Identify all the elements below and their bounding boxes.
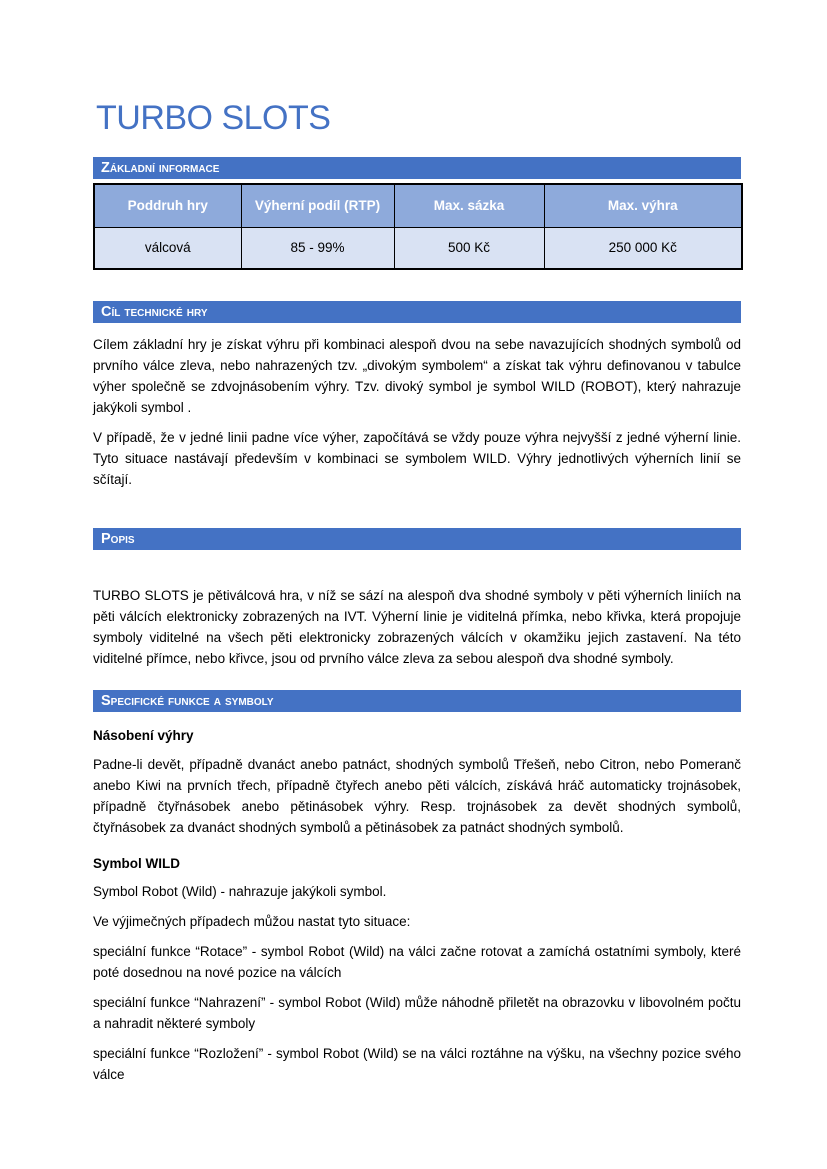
goal-paragraph-2: V případě, že v jedné linii padne více výher, započítává se vždy pouze výhra nejvyšší z jedné výherní linie. Tyto situace nastávají především v kombinaci se symbolem WILD. Výhry jednotlivých výherních linií se sčítají. bbox=[93, 430, 741, 487]
win-multiplier-paragraph: Padne-li devět, případně dvanáct anebo patnáct, shodných symbolů Třešeň, nebo Citron, nebo Pomeranč anebo Kiwi na prvních třech, případně čtyřech anebo pěti válcích, získává hráč automaticky trojnásobek, případně čtyřnásobek anebo pětinásobek výhry. Resp. trojnásobek za devět shodných symbolů, čtyřnásobek za dvanáct shodných symbolů a pětinásobek za patnáct shodných symbolů. bbox=[93, 757, 741, 835]
wild-paragraph-rozlozeni: speciální funkce “Rozložení” - symbol Robot (Wild) se na válci roztáhne na výšku, na všechny pozice svého válce bbox=[93, 1046, 741, 1082]
section-header-basic-info-label: Základní informace bbox=[101, 160, 220, 176]
column-header-poddruh-hry: Poddruh hry bbox=[94, 184, 241, 227]
cell-poddruh-hry: válcová bbox=[94, 227, 241, 269]
subheading-symbol-wild: Symbol WILD bbox=[93, 856, 180, 871]
wild-paragraph-rotace: speciální funkce “Rotace” - symbol Robot (Wild) na válci začne rotovat a zamíchá ostatními symboly, které poté dosednou na nové pozice na válcích bbox=[93, 944, 741, 980]
column-header-vyherni-podil: Výherní podíl (RTP) bbox=[241, 184, 394, 227]
wild-paragraph-2: Ve výjimečných případech můžou nastat tyto situace: bbox=[93, 914, 411, 929]
column-header-max-vyhra: Max. výhra bbox=[544, 184, 742, 227]
wild-paragraph-1: Symbol Robot (Wild) - nahrazuje jakýkoli symbol. bbox=[93, 884, 387, 899]
cell-vyherni-podil: 85 - 99% bbox=[241, 227, 394, 269]
section-header-basic-info bbox=[93, 157, 741, 179]
section-header-goal bbox=[93, 301, 741, 323]
description-paragraph: TURBO SLOTS je pětiválcová hra, v níž se sází na alespoň dva shodné symboly v pěti výherních liniích na pěti válcích elektronicky zobrazených na IVT. Výherní linie je viditelná přímka, nebo křivka, která propojuje symboly viditelné na všech pěti elektronicky zobrazených válcích v okamžiku jejich zastavení. Na této viditelné přímce, nebo křivce, jsou od prvního válce zleva za sebou alespoň dva shodné symboly. bbox=[93, 588, 741, 666]
section-header-description bbox=[93, 528, 741, 550]
cell-max-sazka: 500 Kč bbox=[394, 227, 544, 269]
section-header-goal-label: Cíl technické hry bbox=[101, 304, 208, 320]
wild-paragraph-nahrazeni: speciální funkce “Nahrazení” - symbol Robot (Wild) může náhodně přiletět na obrazovku v libovolném počtu a nahradit některé symboly bbox=[93, 995, 741, 1031]
section-header-functions-label: Specifické funkce a symboly bbox=[101, 693, 274, 709]
section-header-description-label: Popis bbox=[101, 531, 135, 547]
section-header-functions bbox=[93, 690, 741, 712]
goal-paragraph-1: Cílem základní hry je získat výhru při kombinaci alespoň dvou na sebe navazujících shodných symbolů od prvního válce zleva, nebo nahrazených tzv. „divokým symbolem“ a získat tak výhru definovanou v tabulce výher společně se zdvojnásobením výhry. Tzv. divoký symbol je symbol WILD (ROBOT), který nahrazuje jakýkoli symbol . bbox=[93, 337, 741, 415]
column-header-max-sazka: Max. sázka bbox=[394, 184, 544, 227]
table-row bbox=[94, 227, 742, 269]
subheading-win-multiplier: Násobení výhry bbox=[93, 728, 194, 743]
table-header-row bbox=[94, 184, 742, 227]
basic-info-table bbox=[93, 183, 743, 270]
page-title: TURBO SLOTS bbox=[96, 99, 331, 137]
cell-max-vyhra: 250 000 Kč bbox=[544, 227, 742, 269]
